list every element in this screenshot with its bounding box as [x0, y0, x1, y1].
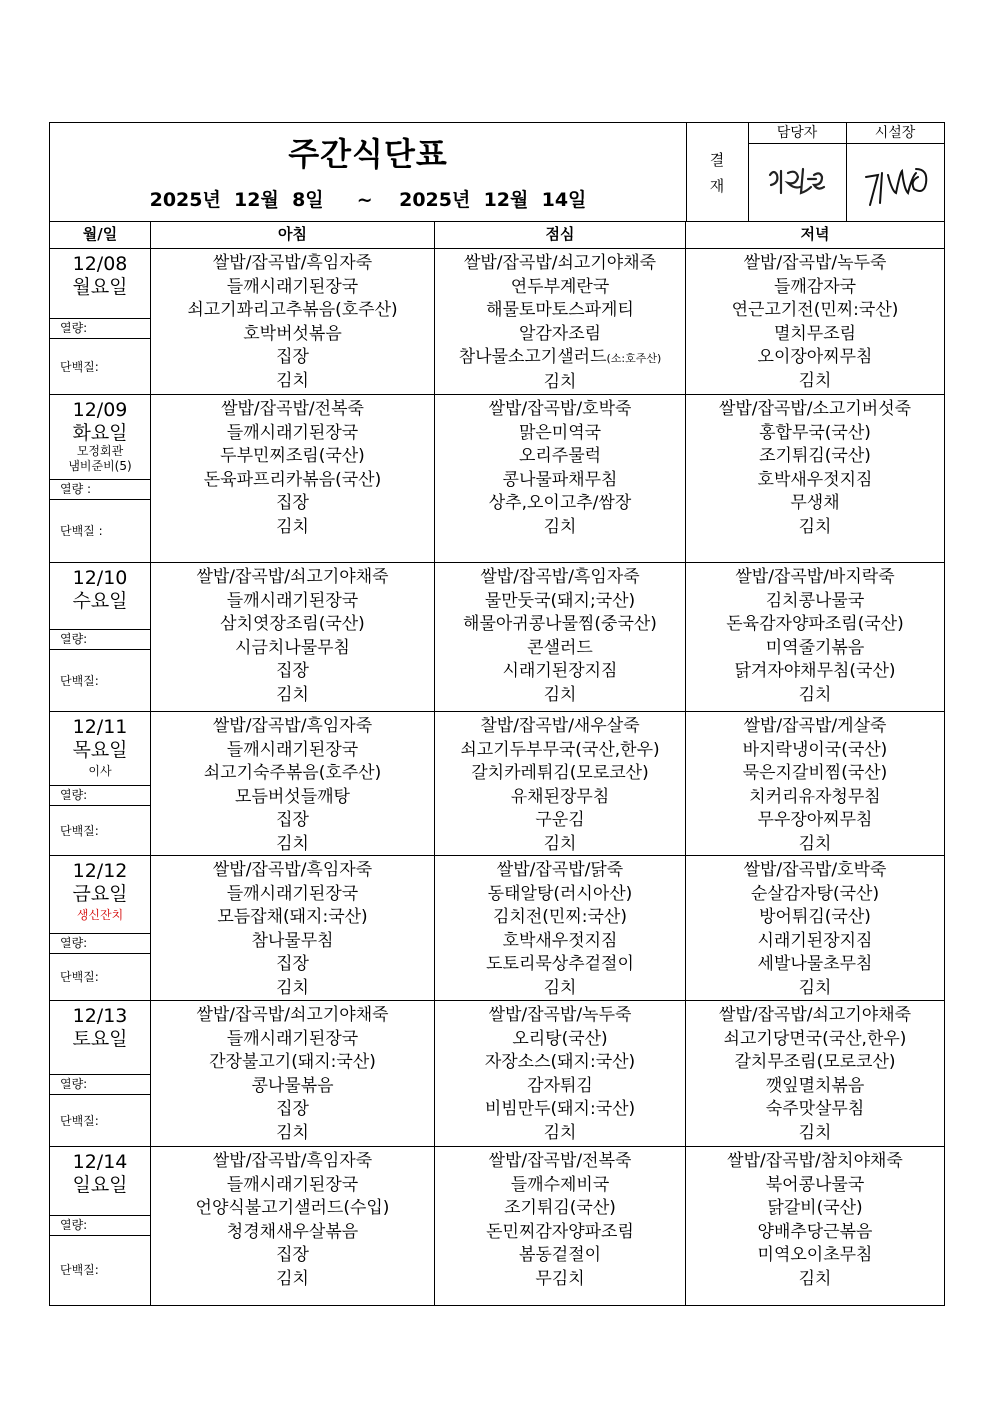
column-header-breakfast: 아침 [151, 221, 435, 249]
menu-item: 김치 [798, 370, 832, 391]
protein-label: 단백질: [60, 360, 99, 374]
menu-item: 들깨수제비국 [510, 1174, 610, 1195]
day-date: 12/12 [72, 860, 128, 882]
menu-item: 비빔만두(돼지:국산) [484, 1099, 636, 1119]
day-row [50, 395, 944, 563]
breakfast-cell [151, 249, 435, 394]
menu-item: 콩나물볶음 [251, 1075, 334, 1096]
calories-label: 열량: [50, 1074, 150, 1095]
menu-item: 쌀밥/잡곡밥/녹두죽 [743, 253, 887, 273]
day-weekday: 토요일 [72, 1028, 128, 1050]
day-date: 12/08 [72, 253, 128, 275]
menu-item: 무우장아찌무침 [757, 810, 873, 830]
approval-label-top: 결 [709, 151, 725, 169]
day-row [50, 563, 944, 712]
menu-item: 쇠고기당면국(국산,한우) [723, 1028, 907, 1049]
menu-item: 오리탕(국산) [512, 1028, 608, 1049]
menu-item: 쌀밥/잡곡밥/참치야채죽 [727, 1151, 903, 1171]
menu-item: 무김치 [535, 1268, 585, 1289]
menu-item: 청경채새우살볶음 [226, 1221, 359, 1242]
calories-label: 열량: [50, 933, 150, 954]
menu-item: 미역오이초무침 [757, 1245, 873, 1265]
menu-item: 삼치엿장조림(국산) [220, 614, 365, 634]
menu-item: 연두부계란국 [510, 276, 610, 297]
calories-label: 열량: [50, 785, 150, 806]
day-row [50, 1147, 944, 1305]
calories-label: 열량: [50, 629, 150, 650]
menu-item: 김치 [543, 833, 577, 854]
day-note: 이사 [88, 764, 112, 778]
menu-item: 콘샐러드 [527, 637, 593, 658]
menu-item: 쌀밥/잡곡밥/쇠고기야채죽 [196, 567, 389, 587]
day-cell [50, 249, 151, 394]
day-note: 모정회관 [76, 444, 124, 458]
menu-item: 김치 [543, 516, 577, 537]
lunch-cell [435, 1147, 686, 1305]
day-row [50, 1001, 944, 1147]
day-weekday: 일요일 [72, 1174, 128, 1196]
menu-item: 호박새우젓지짐 [502, 930, 618, 951]
menu-item: 들깨시래기된장국 [226, 739, 359, 760]
day-weekday: 화요일 [72, 422, 128, 444]
menu-item: 세발나물초무침 [757, 954, 873, 974]
calories-label: 열량: [50, 1215, 150, 1236]
menu-item: 김치 [798, 684, 832, 705]
menu-item: 참나물무침 [251, 930, 334, 951]
lunch-cell [435, 249, 686, 394]
menu-item: 쌀밥/잡곡밥/전복죽 [488, 1151, 632, 1171]
manager-signature-icon [748, 145, 846, 219]
menu-item: 쌀밥/잡곡밥/흑임자죽 [212, 253, 373, 273]
menu-item: 김치 [798, 833, 832, 854]
day-cell [50, 856, 151, 1000]
day-weekday: 월요일 [72, 276, 128, 298]
approval-box-manager [748, 123, 847, 221]
menu-item: 김치 [798, 977, 832, 998]
menu-item: 쌀밥/잡곡밥/녹두죽 [488, 1005, 632, 1025]
menu-item: 들깨시래기된장국 [226, 1028, 359, 1049]
breakfast-cell [151, 563, 435, 711]
menu-item: 모듬버섯들깨탕 [235, 786, 350, 807]
menu-item: 해물아귀콩나물찜(중국산) [463, 614, 657, 634]
protein-label: 단백질: [60, 1263, 99, 1277]
menu-item: 김치 [276, 1122, 309, 1143]
lunch-cell [435, 856, 686, 1000]
menu-item: 김치 [543, 371, 577, 392]
menu-item: 시래기된장지짐 [502, 661, 618, 681]
menu-item: 김치콩나물국 [765, 590, 865, 611]
protein-label: 단백질: [60, 824, 99, 838]
menu-item: 김치 [276, 1268, 309, 1289]
menu-item: 호박버섯볶음 [243, 323, 342, 344]
menu-item: 조기튀김(국산) [759, 446, 871, 466]
menu-item: 김치 [276, 977, 309, 998]
menu-item: 구운김 [535, 810, 585, 830]
menu-item: 바지락냉이국(국산) [742, 739, 888, 760]
menu-item: 미역줄기볶음 [765, 637, 865, 658]
menu-item: 유채된장무침 [510, 786, 610, 807]
menu-item: 상추,오이고추/쌈장 [488, 493, 632, 513]
menu-item: 조기튀김(국산) [504, 1198, 616, 1218]
menu-item: 쌀밥/잡곡밥/흑임자죽 [212, 1151, 373, 1171]
dinner-cell [686, 563, 944, 711]
day-date: 12/13 [72, 1005, 128, 1027]
menu-item: 닭겨자야채무침(국산) [734, 661, 896, 681]
menu-item: 쌀밥/잡곡밥/쇠고기야채죽 [196, 1005, 389, 1025]
menu-item: 김치 [798, 1122, 832, 1143]
menu-item: 들깨시래기된장국 [226, 590, 359, 611]
menu-item: 김치 [798, 1268, 832, 1289]
day-row [50, 249, 944, 395]
menu-item: 북어콩나물국 [765, 1174, 865, 1195]
menu-item: 김치 [543, 1122, 577, 1143]
menu-item: 멸치무조림 [773, 323, 857, 344]
menu-item: 들깨감자국 [773, 276, 857, 297]
lunch-cell [435, 563, 686, 711]
day-cell [50, 1001, 151, 1146]
day-note: 생신잔치 [76, 908, 124, 922]
menu-item: 들깨시래기된장국 [226, 422, 359, 443]
day-date: 12/14 [72, 1151, 128, 1173]
approval-label-bottom: 재 [709, 177, 725, 195]
menu-item: 시금치나물무침 [235, 637, 350, 658]
menu-item: 자장소스(돼지:국산) [484, 1052, 636, 1072]
day-row [50, 856, 944, 1001]
day-date: 12/10 [72, 567, 128, 589]
menu-item: 간장불고기(돼지:국산) [209, 1052, 376, 1072]
title-area [50, 123, 687, 221]
breakfast-cell [151, 395, 435, 562]
column-header-date: 월/일 [50, 221, 151, 249]
menu-item: 숙주맛살무침 [765, 1099, 865, 1119]
menu-item: 집장 [276, 810, 309, 830]
menu-item: 김치 [543, 684, 577, 705]
menu-item: 감자튀김 [527, 1075, 593, 1096]
day-cell [50, 1147, 151, 1305]
menu-item: 집장 [276, 954, 309, 974]
menu-item: 김치 [543, 977, 577, 998]
menu-item: 쇠고기꽈리고추볶음(호주산) [187, 300, 398, 320]
director-signature-icon [846, 145, 944, 219]
breakfast-cell [151, 1001, 435, 1146]
dinner-cell [686, 856, 944, 1000]
dinner-cell [686, 395, 944, 562]
day-cell [50, 712, 151, 855]
menu-item: 방어튀김(국산) [759, 907, 871, 927]
menu-item: 쌀밥/잡곡밥/흑임자죽 [480, 567, 640, 587]
menu-item: 쌀밥/잡곡밥/게살죽 [743, 716, 887, 736]
menu-item: 쌀밥/잡곡밥/바지락죽 [735, 567, 895, 587]
menu-item: 쌀밥/잡곡밥/소고기버섯죽 [718, 399, 912, 419]
day-cell [50, 395, 151, 562]
menu-item: 집장 [276, 661, 309, 681]
menu-item: 도토리묵상추겉절이 [486, 954, 634, 974]
menu-item: 갈치카레튀김(모로코산) [471, 763, 649, 783]
day-weekday: 수요일 [72, 590, 128, 612]
menu-item: 쌀밥/잡곡밥/쇠고기야채죽 [463, 253, 657, 273]
menu-item: 쌀밥/잡곡밥/쇠고기야채죽 [718, 1005, 912, 1025]
day-row [50, 712, 944, 856]
menu-item: 들깨시래기된장국 [226, 883, 359, 904]
column-header-dinner: 저녁 [686, 221, 944, 249]
lunch-cell [435, 712, 686, 855]
menu-item: 집장 [276, 1245, 309, 1265]
menu-item: 시래기된장지짐 [757, 930, 873, 951]
dinner-cell [686, 712, 944, 855]
day-note: 냄비준비(5) [68, 459, 132, 473]
menu-header [50, 123, 944, 222]
role-director: 시설장 [846, 123, 944, 144]
breakfast-cell [151, 856, 435, 1000]
menu-item: 호박새우젓지짐 [757, 469, 873, 490]
protein-label: 단백질: [60, 674, 99, 688]
menu-item: 쌀밥/잡곡밥/흑임자죽 [212, 716, 373, 736]
menu-item: 김치 [798, 516, 832, 537]
menu-item: 연근고기전(민찌:국산) [731, 300, 899, 320]
menu-item: 두부민찌조림(국산) [220, 446, 365, 466]
menu-item: 순살감자탕(국산) [750, 883, 880, 904]
role-manager: 담당자 [748, 123, 846, 144]
menu-item: 김치 [276, 516, 309, 537]
menu-item: 집장 [276, 493, 309, 513]
day-weekday: 금요일 [72, 883, 128, 905]
menu-item: 김치 [276, 370, 309, 391]
menu-item: 집장 [276, 1099, 309, 1119]
menu-item: 모듬잡채(돼지:국산) [217, 907, 368, 927]
dinner-cell [686, 249, 944, 394]
menu-item: 쇠고기숙주볶음(호주산) [203, 763, 382, 783]
menu-item: 찰밥/잡곡밥/새우살죽 [480, 716, 640, 736]
menu-item: 맑은미역국 [518, 422, 602, 443]
dinner-cell [686, 1001, 944, 1146]
protein-label: 단백질: [60, 970, 99, 984]
protein-label: 단백질: [60, 1114, 99, 1128]
menu-item: 쌀밥/잡곡밥/호박죽 [488, 399, 632, 419]
menu-item: 치커리유자청무침 [749, 786, 881, 807]
menu-item: 오이장아찌무침 [757, 347, 873, 367]
day-cell [50, 563, 151, 711]
menu-item: 동태알탕(러시아산) [487, 883, 633, 904]
approval-label [686, 123, 749, 221]
lunch-cell [435, 395, 686, 562]
menu-item: 갈치무조림(모로코산) [734, 1052, 896, 1072]
menu-item: 김치 [276, 833, 309, 854]
menu-item: 콩나물파채무침 [502, 469, 618, 490]
menu-item: 언양식불고기샐러드(수입) [195, 1198, 390, 1218]
approval-box-director [846, 123, 944, 221]
menu-item: 홍합무국(국산) [759, 422, 871, 443]
menu-period: 2025년 12월 8일 ~ 2025년 12월 14일 [149, 189, 587, 211]
dinner-cell [686, 1147, 944, 1305]
menu-item: 김치 [276, 684, 309, 705]
column-header-lunch: 점심 [435, 221, 686, 249]
menu-item: 양배추당근볶음 [757, 1221, 873, 1242]
menu-item: 쌀밥/잡곡밥/전복죽 [221, 399, 364, 419]
menu-item: 쌀밥/잡곡밥/흑임자죽 [212, 860, 373, 880]
menu-item: 김치전(민찌:국산) [493, 907, 627, 927]
day-weekday: 목요일 [72, 739, 128, 761]
lunch-cell [435, 1001, 686, 1146]
calories-label: 열량: [50, 318, 150, 339]
breakfast-cell [151, 1147, 435, 1305]
breakfast-cell [151, 712, 435, 855]
weekly-menu-sheet [49, 122, 945, 1306]
menu-item: 쌀밥/잡곡밥/닭죽 [496, 860, 624, 880]
menu-item: 닭갈비(국산) [767, 1198, 863, 1218]
menu-item: 집장 [276, 347, 309, 367]
menu-item: 돈육감자양파조림(국산) [726, 614, 904, 634]
menu-item: 해물토마토스파게티 [486, 300, 634, 320]
menu-item: 돈육파프리카볶음(국산) [203, 469, 382, 490]
menu-item: 봄동겉절이 [518, 1245, 602, 1265]
menu-item: 쌀밥/잡곡밥/호박죽 [743, 860, 887, 880]
menu-item: 무생채 [790, 493, 840, 513]
protein-label: 단백질 : [60, 524, 103, 538]
day-date: 12/09 [72, 399, 128, 421]
page-title: 주간식단표 [288, 135, 448, 173]
menu-item: 알감자조림 [518, 323, 602, 344]
menu-item: 물만둣국(돼지;국산) [484, 590, 636, 611]
menu-item: 참나물소고기샐러드(소:호주산) [458, 347, 662, 367]
menu-item: 오리주물럭 [518, 446, 602, 466]
menu-item: 들깨시래기된장국 [226, 276, 359, 297]
menu-item: 쇠고기두부무국(국산,한우) [460, 739, 660, 760]
calories-label: 열량 : [50, 479, 150, 500]
menu-item: 깻잎멸치볶음 [765, 1075, 865, 1096]
day-date: 12/11 [72, 716, 128, 738]
menu-item: 돈민찌감자양파조림 [486, 1221, 634, 1242]
menu-item: 묵은지갈비찜(국산) [742, 763, 888, 783]
menu-item: 들깨시래기된장국 [226, 1174, 359, 1195]
